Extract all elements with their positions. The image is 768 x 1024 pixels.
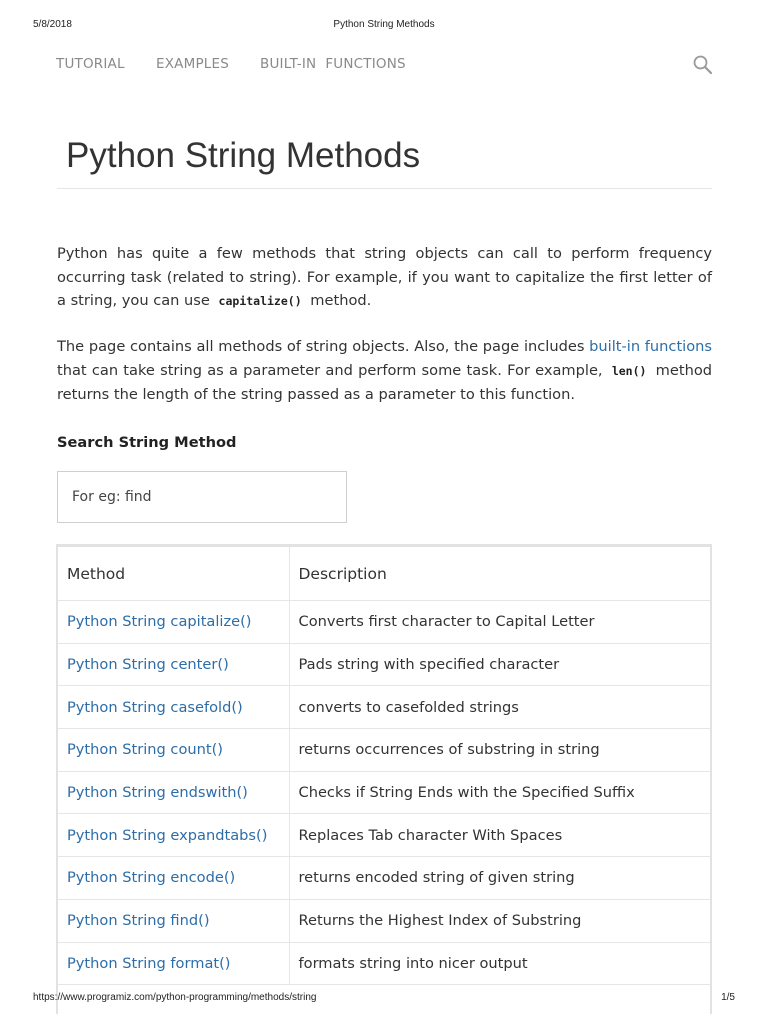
table-row (58, 601, 710, 644)
method-link[interactable]: Python String format() (67, 954, 231, 972)
method-link[interactable]: Python String encode() (67, 869, 236, 887)
nav-built-in-functions[interactable]: BUILT-IN FUNCTIONS (260, 56, 406, 72)
method-description: returns occurrences of substring in string (289, 729, 710, 772)
page-title-container (57, 128, 712, 189)
method-description: converts to casefolded strings (289, 686, 710, 729)
method-link[interactable]: Python String endswith() (67, 784, 248, 802)
method-link[interactable]: Python String find() (67, 912, 210, 930)
column-header-method: Method (58, 547, 289, 601)
nav-tutorial[interactable]: TUTORIAL (56, 56, 125, 72)
search-method-input[interactable] (57, 471, 347, 523)
len-code: len() (611, 363, 647, 378)
table-header-row (58, 547, 710, 601)
intro-text: that can take string as a parameter and perform some task. For example, (57, 361, 603, 379)
print-date: 5/8/2018 (33, 19, 72, 30)
table-row (58, 686, 710, 729)
column-header-description: Description (289, 547, 710, 601)
table-row (58, 899, 710, 942)
method-description: Replaces Tab character With Spaces (289, 814, 710, 857)
print-title: Python String Methods (333, 19, 435, 30)
print-url: https://www.programiz.com/python-programming/methods/string (33, 992, 317, 1003)
method-link[interactable]: Python String casefold() (67, 698, 243, 716)
table-row (58, 729, 710, 772)
method-link[interactable]: Python String capitalize() (67, 613, 252, 631)
method-description: Converts first character to Capital Letter (289, 601, 710, 644)
method-description: Checks if String Ends with the Specified Suffix (289, 771, 710, 814)
intro-paragraph-1 (57, 242, 712, 314)
print-header (0, 19, 768, 33)
method-link[interactable]: Python String center() (67, 656, 229, 674)
table-row (58, 643, 710, 686)
table-row (58, 942, 710, 985)
method-link[interactable]: Python String expandtabs() (67, 826, 268, 844)
print-page-number: 1/5 (721, 992, 735, 1003)
top-nav (56, 54, 716, 76)
methods-table-container (56, 544, 712, 1014)
method-description: Pads string with specified character (289, 643, 710, 686)
intro-text-end: method. (310, 292, 372, 309)
method-link[interactable]: Python String count() (67, 741, 223, 759)
method-description: formats string into nicer output (289, 942, 710, 985)
search-heading: Search String Method (57, 434, 237, 451)
capitalize-code: capitalize() (218, 294, 302, 308)
intro-paragraph-2 (57, 335, 712, 407)
table-row (58, 771, 710, 814)
method-description: returns encoded string of given string (289, 857, 710, 900)
intro-text: Python has quite a few methods that string objects can call to perform frequency occurring task (related to string). For example, if you want to capitalize the first letter of a string, you can use (57, 245, 712, 309)
nav-examples[interactable]: EXAMPLES (156, 56, 230, 72)
built-in-functions-link[interactable]: built-in functions (589, 338, 712, 355)
search-icon[interactable] (692, 54, 714, 76)
table-row (58, 814, 710, 857)
print-footer (0, 992, 768, 1006)
table-row (58, 857, 710, 900)
method-description: Returns the Highest Index of Substring (289, 899, 710, 942)
intro-text-end: method returns the length of the string passed as a parameter to this function. (57, 361, 713, 403)
methods-table (58, 547, 710, 985)
intro-text: The page contains all methods of string objects. Also, the page includes (57, 338, 585, 355)
page-title: Python String Methods (66, 136, 421, 175)
